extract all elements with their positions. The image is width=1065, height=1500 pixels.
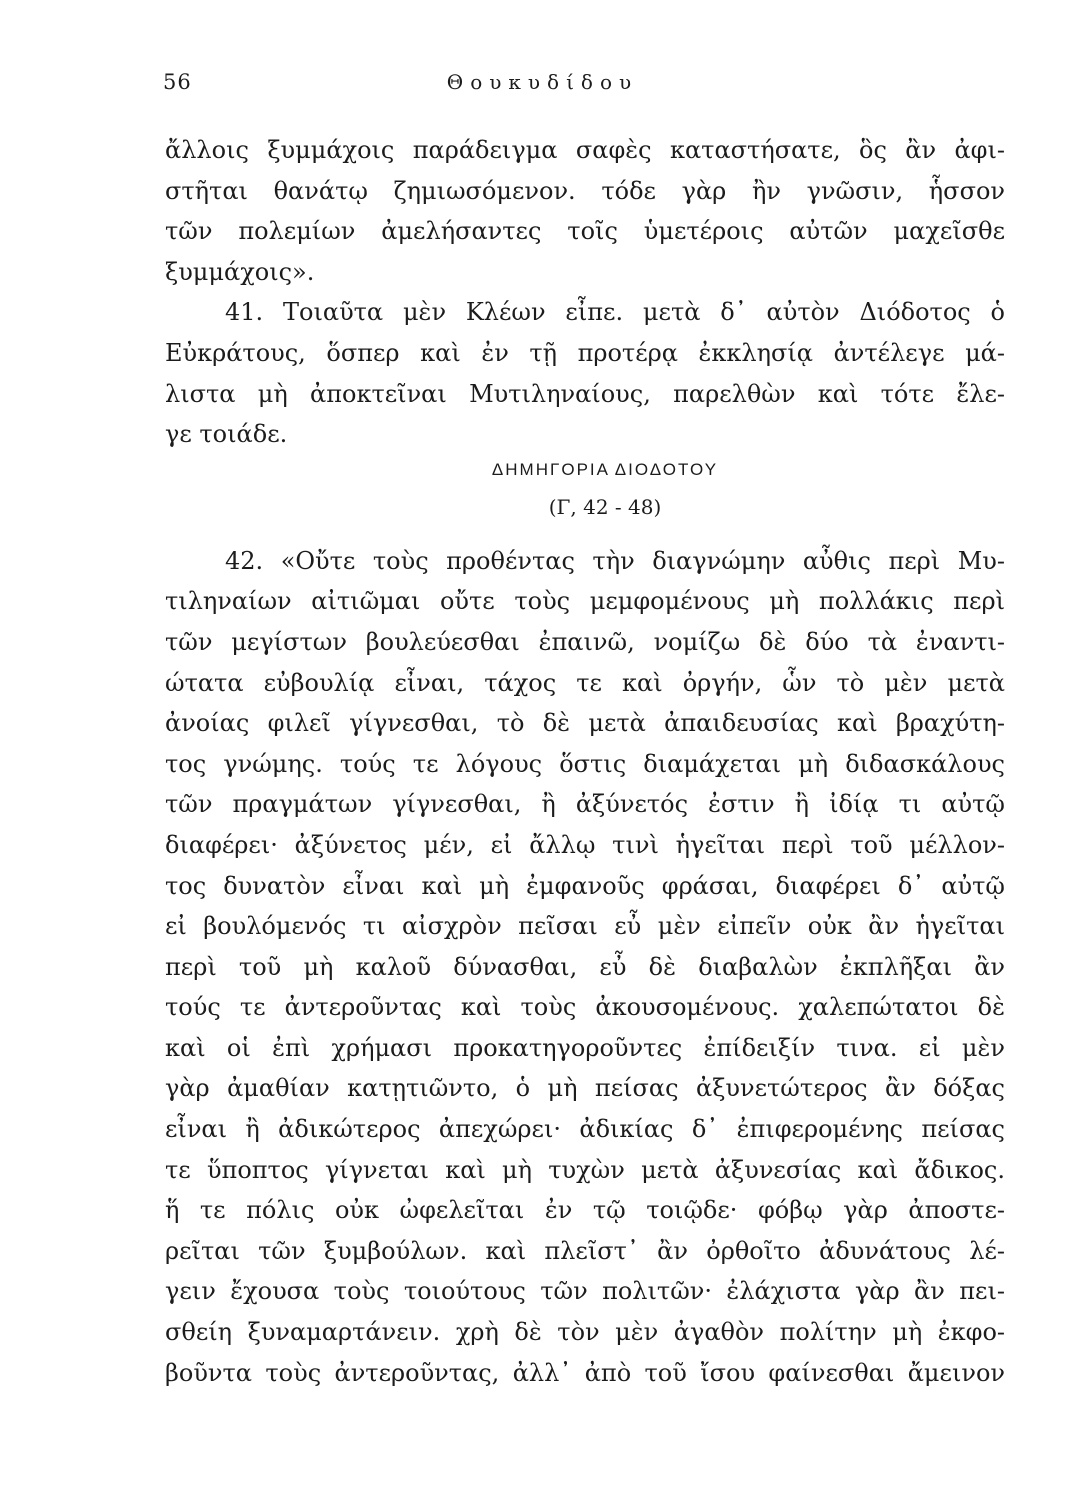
section-range: (Γ, 42 - 48)	[548, 494, 662, 519]
text-line: στῆται θανάτῳ ζημιωσόμενον. τόδε γὰρ ἢν γνῶσιν, ἧσσον	[165, 176, 1005, 205]
text-line: ρεῖται τῶν ξυμβούλων. καὶ πλεῖστ᾽ ἂν ὀρθοῖτο ἀδυνάτους λέ-	[165, 1236, 1005, 1265]
text-line: γειν ἔχουσα τοὺς τοιούτους τῶν πολιτῶν· ἐλάχιστα γὰρ ἂν πει-	[165, 1277, 1005, 1306]
text-line: τῶν μεγίστων βουλεύεσθαι ἐπαινῶ, νομίζω δὲ δύο τὰ ἐναντι-	[165, 627, 1005, 656]
paragraph-2	[165, 292, 1005, 454]
text-line: τῶν πραγμάτων γίγνεσθαι, ἢ ἀξύνετός ἐστιν ἢ ἰδίᾳ τι αὐτῷ	[165, 790, 1005, 819]
spacer	[165, 525, 1005, 541]
page-number: 56	[163, 70, 192, 94]
body-text	[165, 130, 1005, 1393]
text-line: γε τοιάδε.	[165, 420, 288, 449]
text-line: ἀνοίας φιλεῖ γίγνεσθαι, τὸ δὲ μετὰ ἀπαιδευσίας καὶ βραχύτη-	[165, 709, 1005, 738]
text-line: σθείη ξυναμαρτάνειν. χρὴ δὲ τὸν μὲν ἀγαθὸν πολίτην μὴ ἐκφο-	[165, 1318, 1005, 1347]
text-line: τος γνώμης. τούς τε λόγους ὅστις διαμάχεται μὴ διδασκάλους	[165, 749, 1005, 778]
text-line: 41. Τοιαῦτα μὲν Κλέων εἶπε. μετὰ δ᾽ αὐτὸν Διόδοτος ὁ	[225, 298, 1005, 327]
text-line: ξυμμάχοις».	[165, 257, 315, 286]
paragraph-3	[165, 541, 1005, 1393]
text-line: γὰρ ἀμαθίαν κατῃτιῶντο, ὁ μὴ πείσας ἀξυνετώτερος ἂν δόξας	[165, 1074, 1005, 1103]
text-line: ἄλλοις ξυμμάχοις παράδειγμα σαφὲς καταστήσατε, ὃς ἂν ἀφι-	[165, 136, 1005, 164]
text-line: τιληναίων αἰτιῶμαι οὔτε τοὺς μεμφομένους μὴ πολλάκις περὶ	[165, 587, 1005, 616]
text-line: τούς τε ἀντεροῦντας καὶ τοὺς ἀκουσομένους. χαλεπώτατοι δὲ	[165, 993, 1005, 1022]
text-line: βοῦντα τοὺς ἀντεροῦντας, ἀλλ᾽ ἀπὸ τοῦ ἴσου φαίνεσθαι ἄμεινον	[165, 1358, 1005, 1387]
section-title: ΔΗΜΗΓΟΡΙΑ ΔΙΟΔΟΤΟΥ	[491, 459, 719, 479]
running-head: Θουκυδίδου	[446, 70, 639, 94]
text-line: εἶναι ἢ ἀδικώτερος ἀπεχώρει· ἀδικίας δ᾽ ἐπιφερομένης πείσας	[165, 1115, 1005, 1144]
text-line: περὶ τοῦ μὴ καλοῦ δύνασθαι, εὖ δὲ διαβαλὼν ἐκπλῆξαι ἂν	[165, 952, 1005, 981]
text-line: τε ὕποπτος γίγνεται καὶ μὴ τυχὼν μετὰ ἀξυνεσίας καὶ ἄδικος.	[165, 1155, 1005, 1184]
text-line: διαφέρει· ἀξύνετος μέν, εἰ ἄλλῳ τινὶ ἡγεῖται περὶ τοῦ μέλλον-	[165, 830, 1005, 859]
text-line: τος δυνατὸν εἶναι καὶ μὴ ἐμφανοῦς φράσαι, διαφέρει δ᾽ αὐτῷ	[165, 871, 1005, 900]
text-line: εἰ βουλόμενός τι αἰσχρὸν πεῖσαι εὖ μὲν εἰπεῖν οὐκ ἂν ἡγεῖται	[165, 912, 1005, 941]
text-line: Εὐκράτους, ὅσπερ καὶ ἐν τῇ προτέρᾳ ἐκκλησίᾳ ἀντέλεγε μά-	[165, 338, 1005, 367]
paragraph-1	[165, 130, 1005, 292]
text-line: ἥ τε πόλις οὐκ ὠφελεῖται ἐν τῷ τοιῷδε· φόβῳ γὰρ ἀποστε-	[165, 1196, 1005, 1225]
text-line: ώτατα εὐβουλίᾳ εἶναι, τάχος τε καὶ ὀργήν, ὧν τὸ μὲν μετὰ	[165, 668, 1005, 697]
text-line: τῶν πολεμίων ἀμελήσαντες τοῖς ὑμετέροις αὐτῶν μαχεῖσθε	[165, 217, 1005, 246]
text-line: λιστα μὴ ἀποκτεῖναι Μυτιληναίους, παρελθὼν καὶ τότε ἔλε-	[165, 379, 1005, 408]
text-line: 42. «Οὔτε τοὺς προθέντας τὴν διαγνώμην αὖθις περὶ Μυ-	[225, 546, 1005, 575]
text-line: καὶ οἱ ἐπὶ χρήμασι προκατηγοροῦντες ἐπίδειξίν τινα. εἰ μὲν	[165, 1033, 1005, 1062]
